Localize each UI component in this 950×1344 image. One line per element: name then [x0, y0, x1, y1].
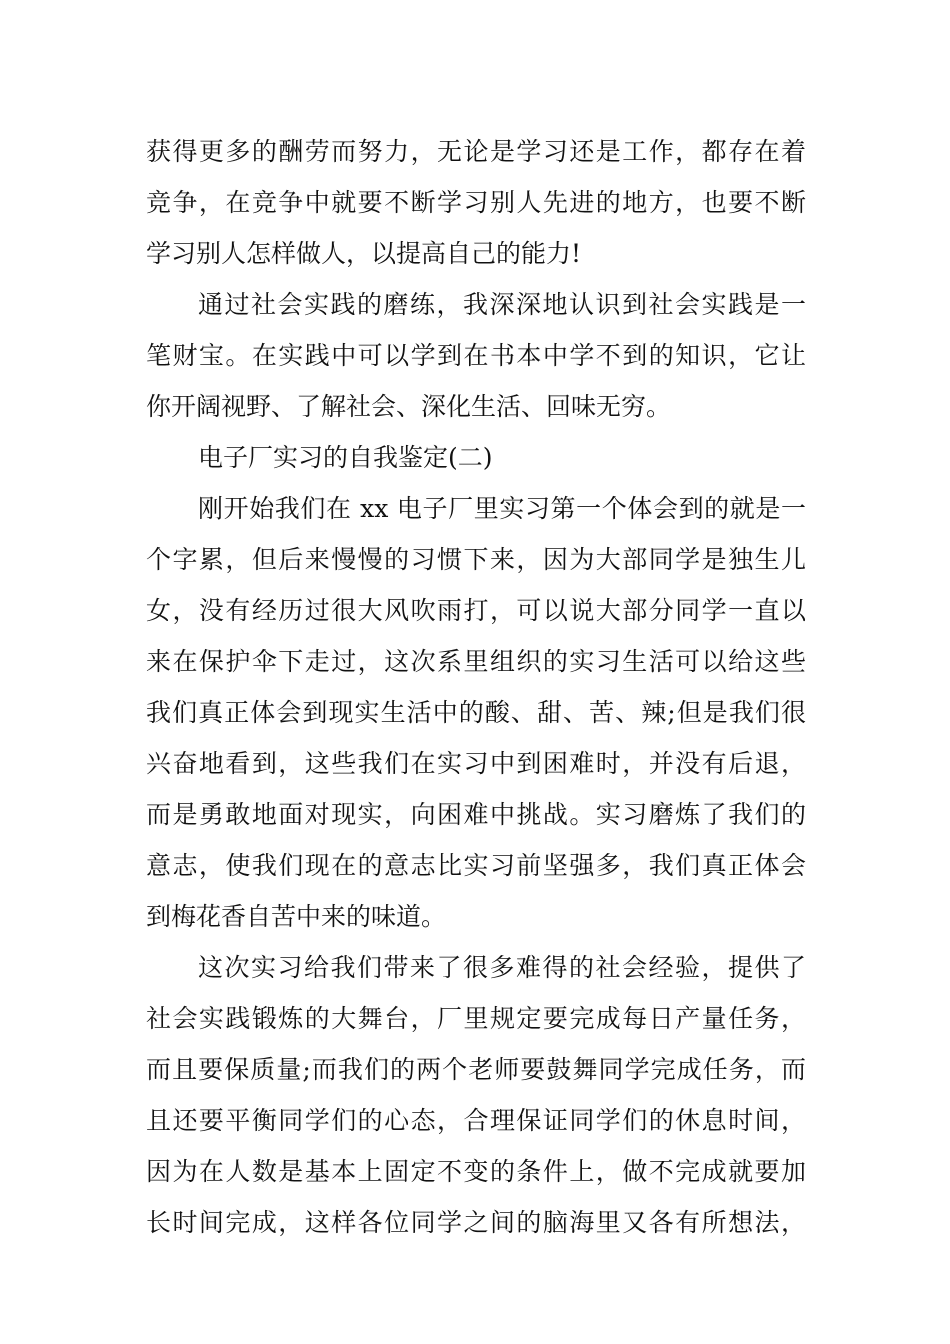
text-line: 学习别人怎样做人，以提高自己的能力!	[146, 239, 582, 268]
text-line: 竞争，在竞争中就要不断学习别人先进的地方，也要不断	[146, 188, 806, 217]
text-line: 这次实习给我们带来了很多难得的社会经验，提供了	[198, 953, 806, 982]
text-line: 你开阔视野、了解社会、深化生活、回味无穷。	[146, 392, 672, 421]
section-heading: 电子厂实习的自我鉴定(二)	[198, 443, 493, 472]
text-line: 长时间完成，这样各位同学之间的脑海里又各有所想法，	[146, 1208, 806, 1237]
text-line: 社会实践锻炼的大舞台，厂里规定要完成每日产量任务，	[146, 1004, 806, 1033]
text-line: 且还要平衡同学们的心态，合理保证同学们的休息时间，	[146, 1106, 806, 1135]
text-line: 而是勇敢地面对现实，向困难中挑战。实习磨炼了我们的	[146, 800, 806, 829]
text-line: 意志，使我们现在的意志比实习前坚强多，我们真正体会	[146, 851, 806, 880]
text-line: 刚开始我们在 xx 电子厂里实习第一个体会到的就是一	[198, 494, 806, 523]
text-line: 女，没有经历过很大风吹雨打，可以说大部分同学一直以	[146, 596, 806, 625]
text-line: 笔财宝。在实践中可以学到在书本中学不到的知识，它让	[146, 341, 806, 370]
text-line: 我们真正体会到现实生活中的酸、甜、苦、辣;但是我们很	[146, 698, 806, 727]
text-line: 通过社会实践的磨练，我深深地认识到社会实践是一	[198, 290, 806, 319]
text-line: 个字累，但后来慢慢的习惯下来，因为大部同学是独生儿	[146, 545, 806, 574]
text-line: 兴奋地看到，这些我们在实习中到困难时，并没有后退，	[146, 749, 806, 778]
text-line: 获得更多的酬劳而努力，无论是学习还是工作，都存在着	[146, 137, 806, 166]
text-line: 来在保护伞下走过，这次系里组织的实习生活可以给这些	[146, 647, 806, 676]
document-body	[146, 126, 806, 1248]
text-line: 而且要保质量;而我们的两个老师要鼓舞同学完成任务，而	[146, 1055, 806, 1084]
text-line: 到梅花香自苦中来的味道。	[146, 902, 447, 931]
text-line: 因为在人数是基本上固定不变的条件上，做不完成就要加	[146, 1157, 806, 1186]
